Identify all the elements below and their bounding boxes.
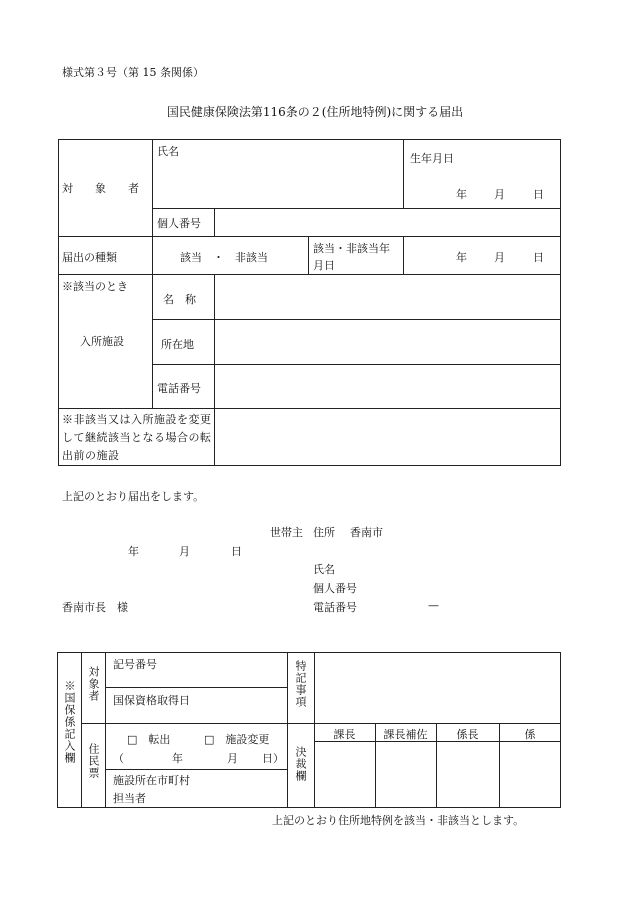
approver-unit-chief: 係長 [456, 728, 479, 741]
symbol-number-label: 記号番号 [113, 658, 157, 671]
when-applicable-label: ※該当のとき [62, 280, 128, 293]
birth-day-label: 日 [533, 188, 544, 201]
office-side-label: ※国保係記入欄 [63, 680, 76, 764]
applicant-name-label: 氏名 [313, 563, 335, 576]
facility-address-label: 所在地 [161, 338, 194, 351]
name-label: 氏名 [157, 145, 179, 158]
facility-municipality-label: 施設所在市町村 [113, 774, 190, 787]
office-year-label: 年 [172, 752, 183, 765]
applicable-options: 該当 ・ 非該当 [180, 251, 268, 264]
person-in-charge-label: 担当者 [113, 792, 146, 805]
facility-name-label: 名 称 [163, 293, 196, 306]
applicable-date-label: 該当・非該当年月日 [313, 242, 390, 272]
phone-dash: — [428, 599, 439, 612]
office-month-label: 月 [227, 752, 238, 765]
non-applicable-note: ※非該当又は入所施設を変更して継続該当となる場合の転出前の施設 [62, 413, 212, 462]
form-number: 様式第３号（第 15 条関係） [62, 66, 204, 79]
applicant-phone-label: 電話番号 [313, 601, 357, 614]
applicable-day-label: 日 [533, 251, 544, 264]
address-label: 住所 [313, 526, 335, 539]
facility-label: 入所施設 [80, 335, 124, 348]
applicant-personal-number-label: 個人番号 [313, 582, 357, 595]
approval-label: 決裁欄 [294, 746, 307, 782]
addressee: 香南市長 様 [62, 601, 128, 614]
special-notes-label: 特記事項 [294, 660, 307, 708]
personal-number-label: 個人番号 [157, 217, 201, 230]
office-day-label: 日） [262, 752, 284, 765]
address-value: 香南市 [350, 526, 383, 539]
facility-phone-label: 電話番号 [157, 382, 201, 395]
declaration-text: 上記のとおり届出をします。 [62, 490, 205, 503]
household-head-label: 世帯主 [270, 526, 303, 539]
page-title: 国民健康保険法第116条の２(住所地特例)に関する届出 [166, 105, 464, 119]
move-out-checkbox[interactable]: □ 転出 [127, 733, 171, 746]
approver-deputy-chief: 課長補佐 [383, 728, 428, 741]
birth-year-label: 年 [456, 188, 467, 201]
footer-note: 上記のとおり住所地特例を該当・非該当とします。 [272, 814, 525, 827]
facility-change-checkbox[interactable]: □ 施設変更 [204, 733, 270, 746]
approver-section-chief: 課長 [333, 728, 356, 741]
notice-type-label: 届出の種類 [62, 251, 117, 264]
applicable-year-label: 年 [456, 251, 467, 264]
subject-label: 対 象 者 [62, 182, 139, 195]
birth-date-label: 生年月日 [410, 152, 454, 165]
birth-month-label: 月 [494, 188, 505, 201]
declaration-day-label: 日 [231, 545, 242, 558]
declaration-month-label: 月 [179, 545, 190, 558]
date-paren-open: （ [113, 752, 124, 765]
applicable-month-label: 月 [494, 251, 505, 264]
declaration-year-label: 年 [128, 545, 139, 558]
office-subject-label: 対象者 [87, 666, 100, 702]
acquisition-date-label: 国保資格取得日 [113, 694, 190, 707]
resident-record-label: 住民票 [87, 743, 100, 779]
approver-staff: 係 [524, 728, 536, 741]
